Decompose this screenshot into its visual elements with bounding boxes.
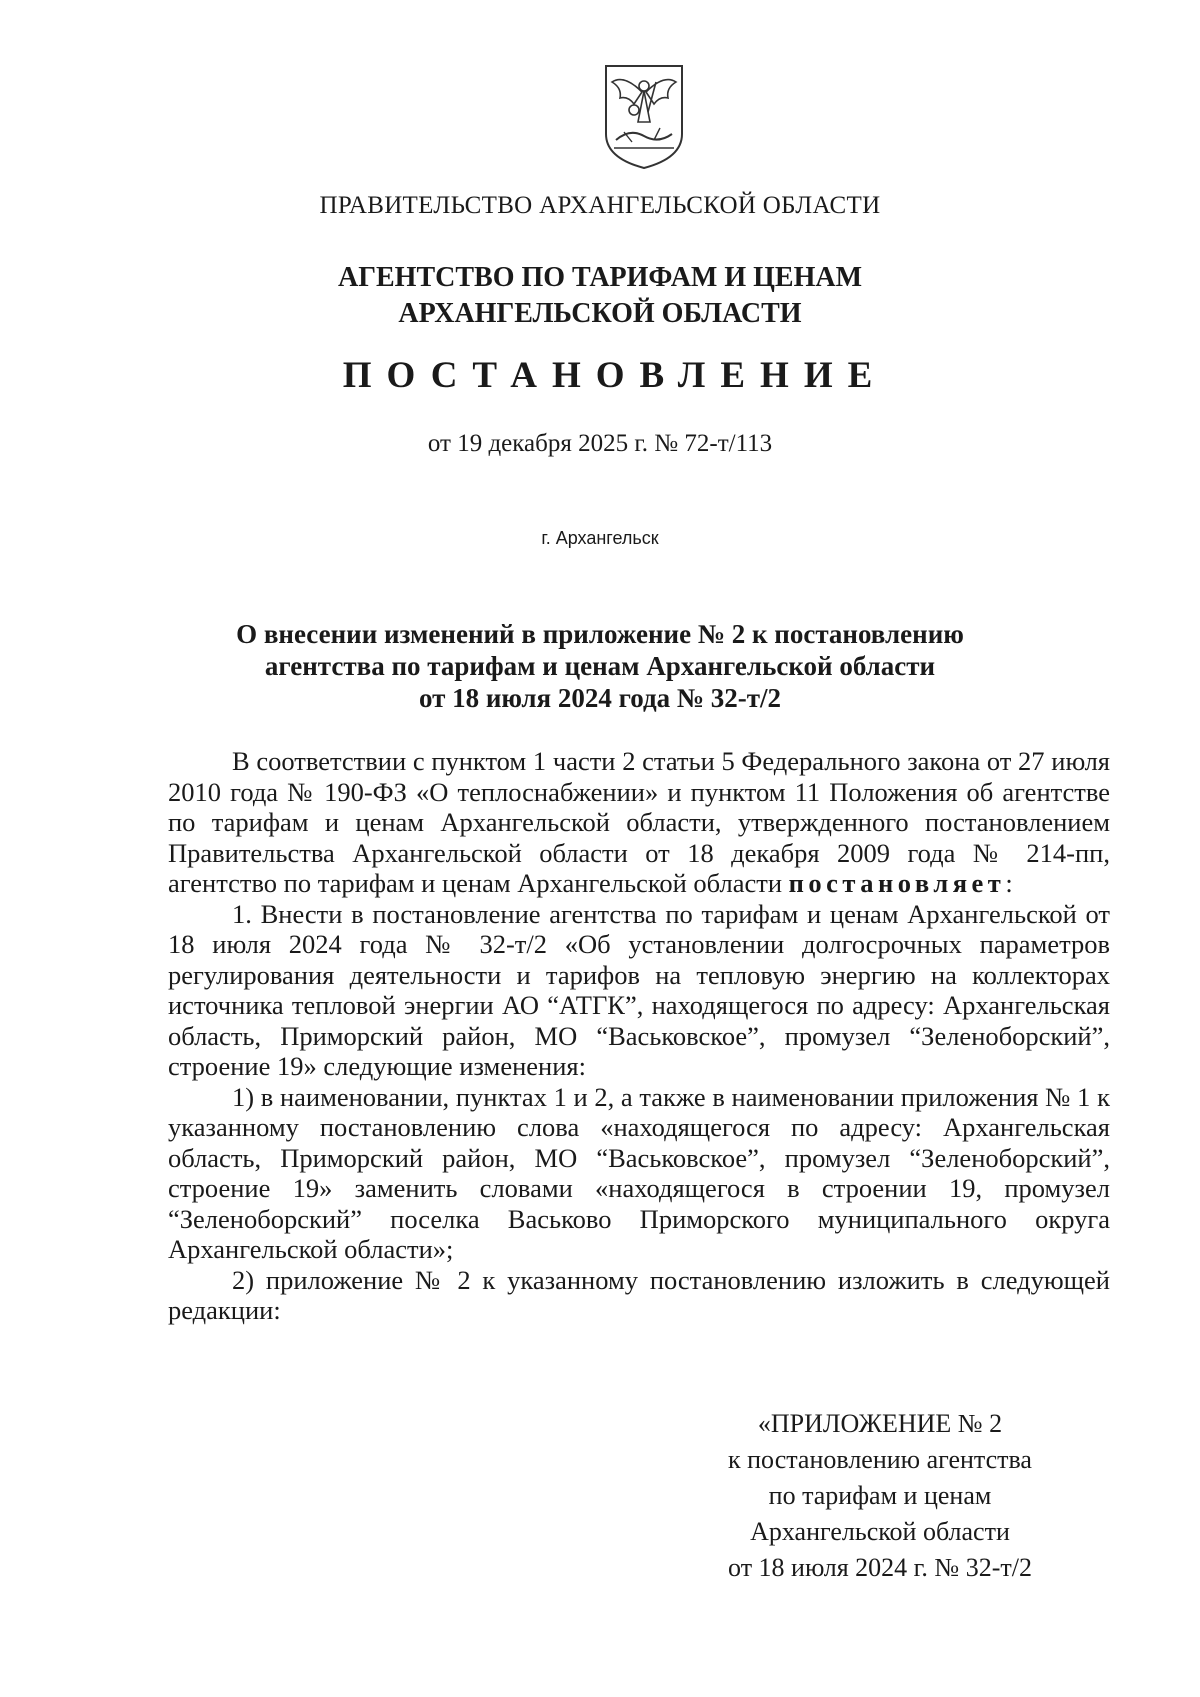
agency-name	[0, 260, 1200, 332]
agency-name-line1: АГЕНТСТВО ПО ТАРИФАМ И ЦЕНАМ	[337, 262, 863, 293]
agency-name-line2: АРХАНГЕЛЬСКОЙ ОБЛАСТИ	[398, 298, 802, 329]
document-subject	[0, 618, 1200, 714]
resolution-verb: постановляет	[788, 868, 1006, 898]
document-city: г. Архангельск	[541, 528, 659, 548]
subject-line2: агентства по тарифам и ценам Архангельской области	[264, 651, 936, 681]
subitem-2-paragraph: 2) приложение № 2 к указанному постановлению изложить в следующей редакции:	[168, 1264, 1110, 1325]
preamble-text: В соответствии с пунктом 1 части 2 статьи 5 Федерального закона от 27 июля 2010 года № 190-ФЗ «О теплоснабжении» и пунктом 11 Положения об агентстве по тарифам и ценам Архангельской области, утвержденного постановлением Правительства Архангельской области от 18 декабря 2009 года № 214-пп, агентство по тарифам и ценам Архангельской области	[168, 746, 1110, 898]
appendix-line4: Архангельской области	[750, 1517, 1010, 1546]
subject-line3: от 18 июля 2024 года № 32-т/2	[418, 683, 782, 713]
appendix-line2: к постановлению агентства	[728, 1445, 1032, 1474]
document-type: ПОСТАНОВЛЕНИЕ	[342, 355, 888, 396]
document-body	[168, 746, 1110, 1326]
appendix-line5: от 18 июля 2024 г. № 32-т/2	[728, 1553, 1032, 1582]
archangel-coat-of-arms-icon	[602, 62, 686, 172]
appendix-heading	[690, 1406, 1070, 1586]
preamble-paragraph	[168, 746, 1110, 899]
subitem-1-paragraph: 1) в наименовании, пунктах 1 и 2, а также в наименовании приложения № 1 к указанному постановлению слова «находящегося по адресу: Архангельская область, Приморский район, МО “Васьковское”, промузел “Зеленоборский”, строение 19» заменить словами «находящегося в строении 19, промузел “Зеленоборский” поселка Васьково Приморского муниципального округа Архангельской области»;	[168, 1081, 1110, 1264]
appendix-line1: «ПРИЛОЖЕНИЕ № 2	[757, 1409, 1003, 1438]
government-name: ПРАВИТЕЛЬСТВО АРХАНГЕЛЬСКОЙ ОБЛАСТИ	[319, 192, 881, 219]
subject-line1: О внесении изменений в приложение № 2 к постановлению	[236, 619, 964, 649]
resolution-colon: :	[1005, 868, 1013, 898]
document-date-number: от 19 декабря 2025 г. № 72-т/113	[427, 430, 773, 457]
appendix-line3: по тарифам и ценам	[768, 1481, 992, 1510]
item-1-paragraph: 1. Внести в постановление агентства по тарифам и ценам Архангельской от 18 июля 2024 года № 32-т/2 «Об установлении долгосрочных параметров регулирования деятельности и тарифов на тепловую энергию на коллекторах источника тепловой энергии АО “АТГК”, находящегося по адресу: Архангельская область, Приморский район, МО “Васьковское”, промузел “Зеленоборский”, строение 19» следующие изменения:	[168, 898, 1110, 1081]
